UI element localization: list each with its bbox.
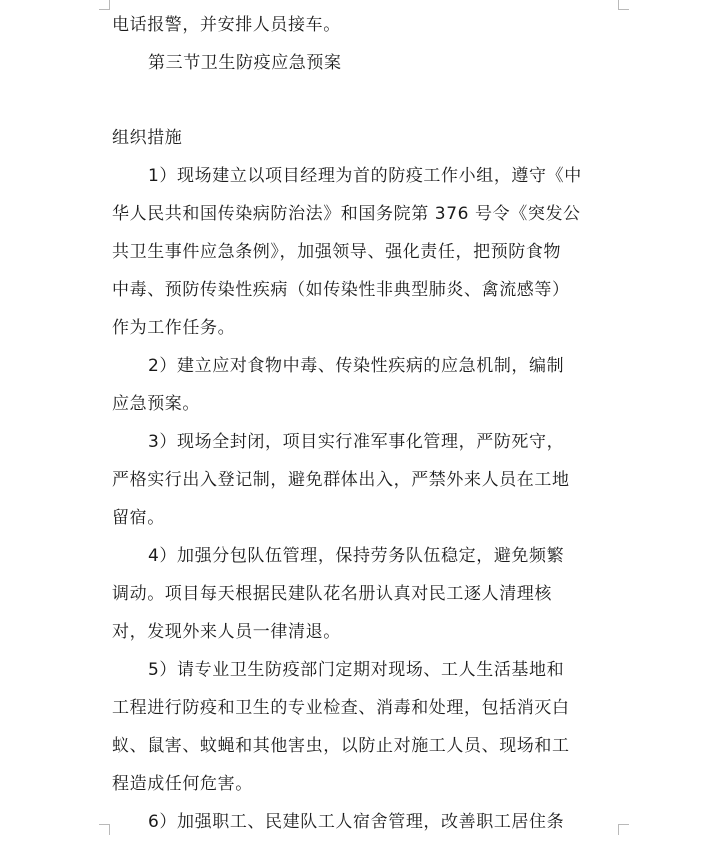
paragraph-2-line: 应急预案。 <box>112 394 200 414</box>
document-body <box>112 6 610 841</box>
paragraph-1-line: 1）现场建立以项目经理为首的防疫工作小组，遵守《中 <box>148 166 582 186</box>
margin-corner-top-left <box>99 0 110 10</box>
paragraph-3-line: 严格实行出入登记制，避免群体出入，严禁外来人员在工地 <box>112 470 570 490</box>
paragraph-1-line: 中毒、预防传染性疾病（如传染性非典型肺炎、禽流感等） <box>112 280 570 300</box>
paragraph-3-line: 留宿。 <box>112 508 165 528</box>
paragraph-3-line: 3）现场全封闭，项目实行准军事化管理，严防死守， <box>148 432 565 452</box>
margin-corner-top-right <box>618 0 629 10</box>
paragraph-5-line: 蚁、鼠害、蚊蝇和其他害虫，以防止对施工人员、现场和工 <box>112 736 570 756</box>
paragraph-4-line: 对，发现外来人员一律清退。 <box>112 622 341 642</box>
paragraph-1-line: 共卫生事件应急条例》，加强领导、强化责任，把预防食物 <box>112 242 562 262</box>
paragraph-2-line: 2）建立应对食物中毒、传染性疾病的应急机制，编制 <box>148 356 565 376</box>
paragraph-1-line: 华人民共和国传染病防治法》和国务院第 376 号令《突发公 <box>112 204 581 224</box>
blank-line <box>112 82 610 119</box>
paragraph-4-line: 4）加强分包队伍管理，保持劳务队伍稳定，避免频繁 <box>148 546 565 566</box>
paragraph-1-line: 作为工作任务。 <box>112 318 236 338</box>
section-heading: 第三节卫生防疫应急预案 <box>148 53 342 73</box>
paragraph-5-line: 5）请专业卫生防疫部门定期对现场、工人生活基地和 <box>148 660 565 680</box>
paragraph-5-line: 程造成任何危害。 <box>112 774 253 794</box>
opening-line: 电话报警，并安排人员接车。 <box>112 15 341 35</box>
paragraph-5-line: 工程进行防疫和卫生的专业检查、消毒和处理，包括消灭白 <box>112 698 570 718</box>
subheading: 组织措施 <box>112 128 183 148</box>
paragraph-4-line: 调动。项目每天根据民建队花名册认真对民工逐人清理核 <box>112 584 552 604</box>
margin-corner-bottom-left <box>99 824 110 835</box>
paragraph-6-line: 6）加强职工、民建队工人宿舍管理，改善职工居住条 <box>148 812 565 832</box>
margin-corner-bottom-right <box>618 824 629 835</box>
